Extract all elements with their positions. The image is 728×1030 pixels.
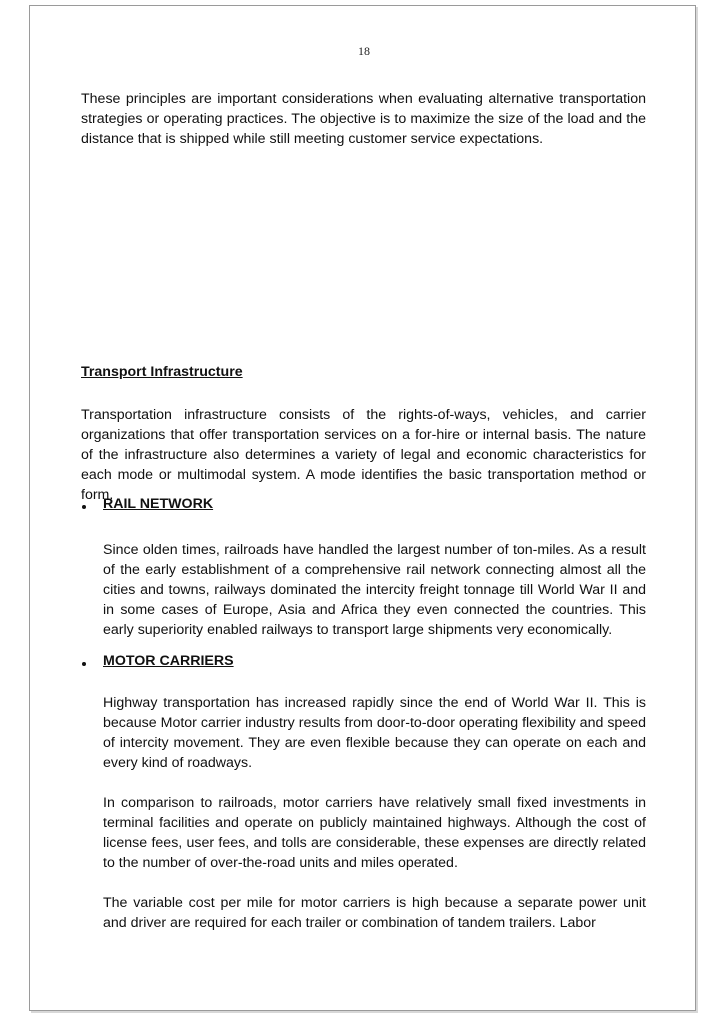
bullet-rail-network	[81, 496, 214, 512]
motor-carriers-paragraph-2: In comparison to railroads, motor carriers have relatively small fixed investments in terminal facilities and operate on publicly maintained highways. Although the cost of license fees, user fees, and tolls are considerable, these expenses are directly related to the number of over-the-road units and miles operated.	[103, 795, 646, 871]
page-number: 18	[358, 44, 370, 58]
bullet-icon	[82, 662, 86, 666]
rail-network-paragraph: Since olden times, railroads have handled the largest number of ton-miles. As a result of the early establishment of a comprehensive rail network connecting almost all the cities and towns, railways dominated the intercity freight tonnage till World War II and in some cases of Europe, Asia and Africa they even connected the countries. This early superiority enabled railways to transport large shipments very economically.	[103, 542, 646, 638]
infrastructure-paragraph: Transportation infrastructure consists of the rights-of-ways, vehicles, and carrier organizations that offer transportation services on a for-hire or internal basis. The nature of the infrastructure also determines a variety of legal and economic characteristics for each mode or multimodal system. A mode identifies the basic transportation method or form.	[81, 407, 646, 503]
section-heading-transport-infrastructure: Transport Infrastructure	[81, 364, 243, 380]
motor-carriers-title: MOTOR CARRIERS	[103, 653, 234, 669]
intro-paragraph: These principles are important considerations when evaluating alternative transportation strategies or operating practices. The objective is to maximize the size of the load and the distance that is shipped while still meeting customer service expectations.	[81, 91, 646, 147]
motor-carriers-paragraph-3: The variable cost per mile for motor carriers is high because a separate power unit and driver are required for each trailer or combination of tandem trailers. Labor	[103, 895, 646, 931]
bullet-icon	[82, 505, 86, 509]
motor-carriers-paragraph-1: Highway transportation has increased rapidly since the end of World War II. This is because Motor carrier industry results from door-to-door operating flexibility and speed of intercity movement. They are even flexible because they can operate on each and every kind of roadways.	[103, 695, 646, 771]
rail-network-title: RAIL NETWORK	[103, 496, 214, 512]
bullet-motor-carriers	[81, 653, 234, 669]
